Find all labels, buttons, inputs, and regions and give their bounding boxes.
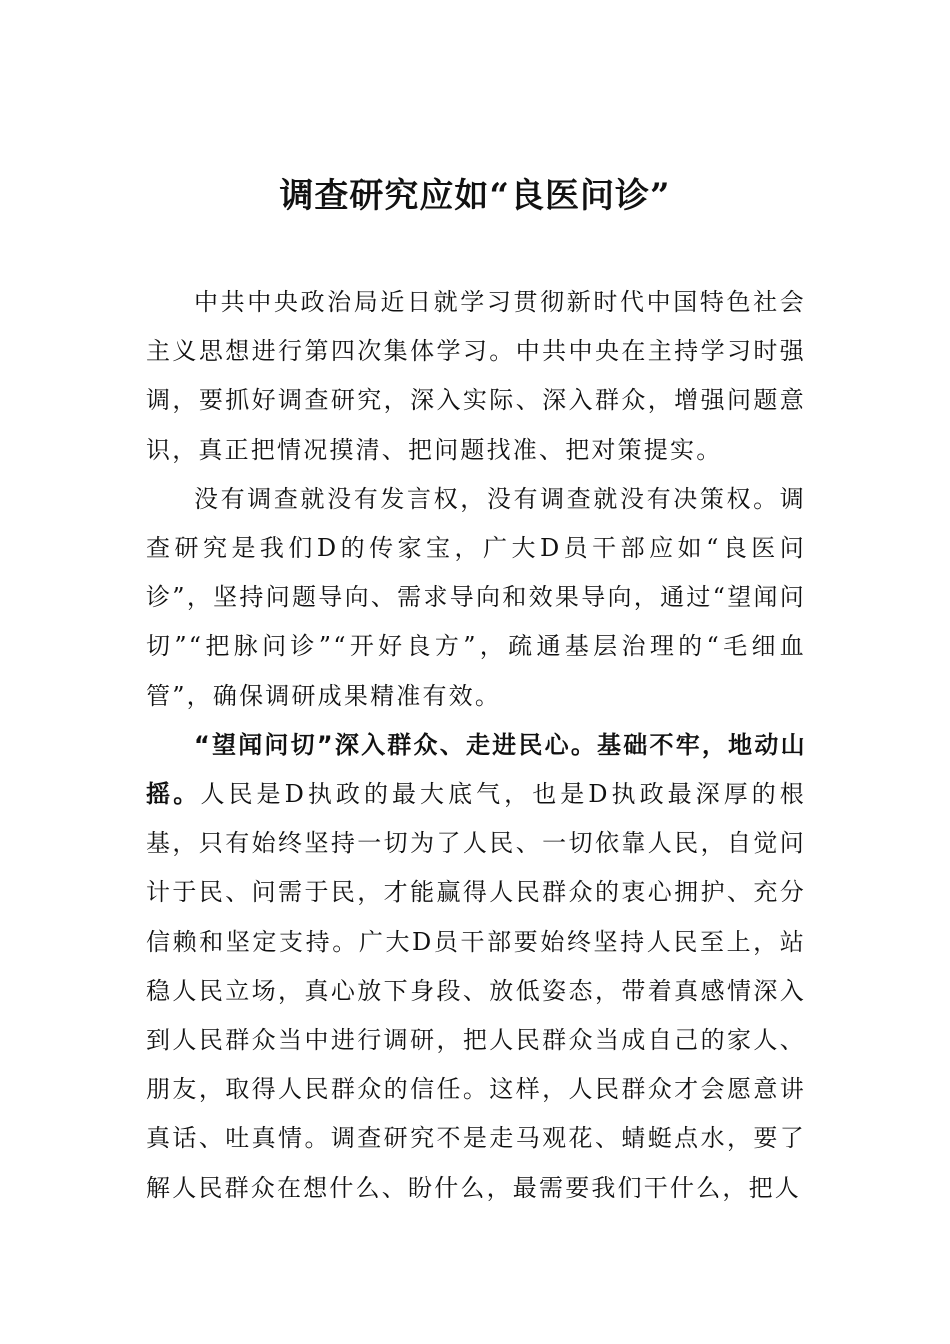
document-body	[146, 278, 806, 1213]
paragraph-3-text: 人民是D执政的最大底气，也是D执政最深厚的根基，只有始终坚持一切为了人民、一切依靠人民，自觉问计于民、问需于民，才能赢得人民群众的衷心拥护、充分信赖和坚定支持。广大D员干部要始终坚持人民至上，站稳人民立场，真心放下身段、放低姿态，带着真感情深入到人民群众当中进行调研，把人民群众当成自己的家人、朋友，取得人民群众的信任。这样，人民群众才会愿意讲真话、吐真情。调查研究不是走马观花、蜻蜓点水，要了解人民群众在想什么、盼什么，最需要我们干什么，把人	[146, 780, 806, 1202]
paragraph-1-text: 中共中央政治局近日就学习贯彻新时代中国特色社会主义思想进行第四次集体学习。中共中央在主持学习时强调，要抓好调查研究，深入实际、深入群众，增强问题意识，真正把情况摸清、把问题找准、把对策提实。	[146, 288, 806, 464]
paragraph-2-text: 没有调查就没有发言权，没有调查就没有决策权。调查研究是我们D的传家宝，广大D员干部应如“良医问诊”，坚持问题导向、需求导向和效果导向，通过“望闻问切”“把脉问诊”“开好良方”，疏通基层治理的“毛细血管”，确保调研成果精准有效。	[146, 484, 806, 710]
document-title: 调查研究应如“良医问诊”	[279, 176, 671, 216]
paragraph-2	[146, 475, 806, 721]
paragraph-3	[146, 721, 806, 1213]
paragraph-3-lead-sentence: “望闻问切”深入群众、走进民心。基础不牢，地动山摇。	[146, 730, 806, 809]
paragraph-1	[146, 278, 806, 475]
